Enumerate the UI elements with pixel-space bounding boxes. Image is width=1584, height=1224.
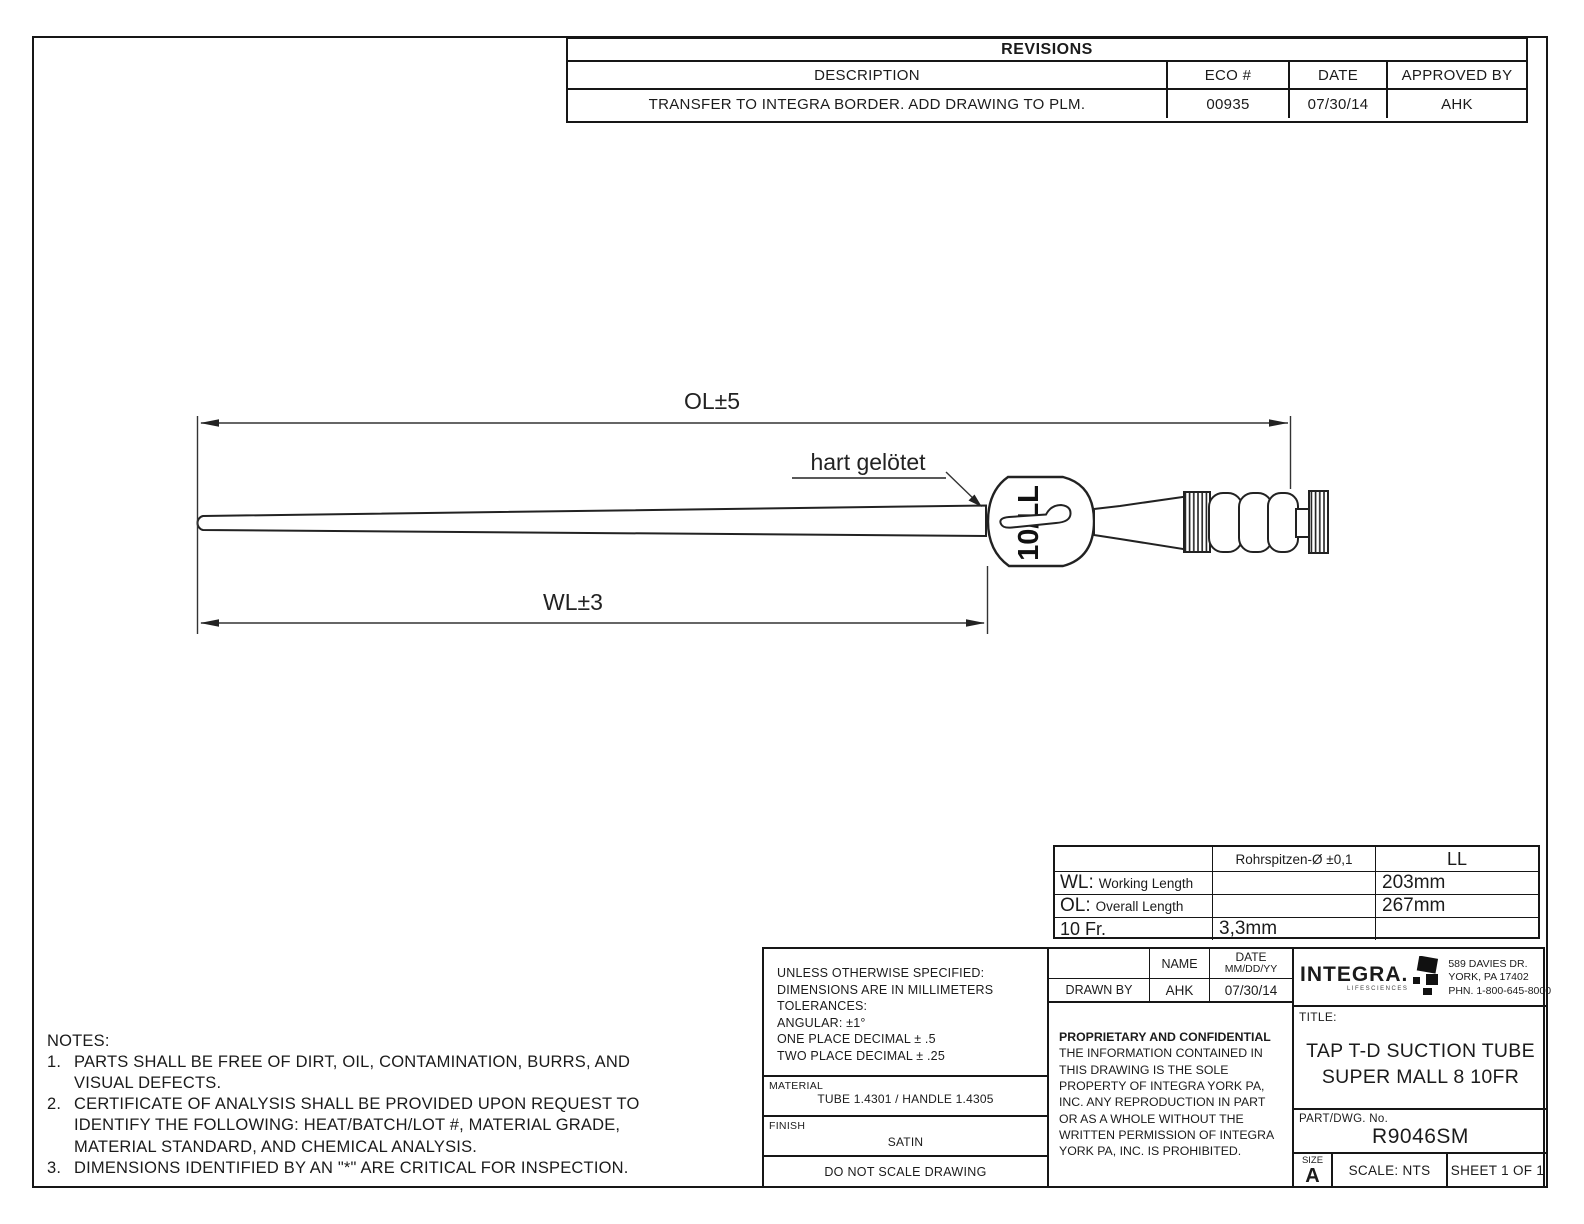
finish-value: SATIN — [887, 1135, 924, 1149]
spec-wl-label — [1055, 872, 1213, 894]
spec-ol-text: Overall Length — [1095, 898, 1184, 914]
drawing-title-line2: SUPER MALL 8 10FR — [1321, 1066, 1520, 1089]
size-scale-sheet-row — [1294, 1154, 1547, 1186]
integra-wordmark-subtext: LIFESCIENCES — [1346, 986, 1409, 992]
integra-logo — [1300, 964, 1408, 992]
title-block-left-column — [764, 949, 1049, 1186]
end-neck — [1296, 509, 1310, 537]
braze-callout-label: hart gelötet — [810, 449, 926, 475]
spec-ol-value: 267mm — [1382, 895, 1446, 916]
knurled-end-cap — [1309, 491, 1328, 553]
title-label: TITLE: — [1299, 1010, 1337, 1024]
part-number-label: PART/DWG. No. — [1299, 1113, 1389, 1125]
date-header — [1210, 949, 1292, 978]
note-text: DIMENSIONS IDENTIFIED BY AN "*" ARE CRITICAL FOR INSPECTION. — [74, 1158, 629, 1177]
revisions-header-description: DESCRIPTION — [568, 62, 1168, 88]
spec-header-blank — [1055, 847, 1213, 871]
spec-fr-abbr: 10 Fr. — [1060, 918, 1107, 939]
revision-eco: 00935 — [1168, 90, 1290, 118]
name-header: NAME — [1150, 949, 1210, 978]
spec-ol-abbr: OL: — [1060, 895, 1091, 916]
knurled-ring — [1184, 492, 1210, 552]
spec-wl-text: Working Length — [1098, 875, 1194, 891]
spec-table — [1053, 845, 1540, 939]
spec-wl-abbr: WL: — [1060, 872, 1094, 893]
spec-wl-dia — [1213, 872, 1376, 894]
ol-arrow-right — [1269, 419, 1288, 426]
tolerance-line: TWO PLACE DECIMAL ± .25 — [777, 1048, 945, 1063]
handle-bulb — [988, 477, 1094, 566]
sheet-cell: SHEET 1 OF 1 — [1450, 1162, 1545, 1178]
note-item — [47, 1158, 647, 1179]
handle-taper — [1094, 497, 1186, 550]
tolerance-line: ANGULAR: ±1° — [777, 1015, 866, 1030]
name-date-blank — [1049, 949, 1150, 978]
size-value: A — [1305, 1164, 1320, 1187]
finish-box — [764, 1117, 1047, 1157]
name-date-table — [1049, 949, 1292, 1003]
wl-arrow-right — [966, 619, 985, 626]
revision-description: TRANSFER TO INTEGRA BORDER. ADD DRAWING TO PLM. — [568, 90, 1168, 118]
spec-wl-value: 203mm — [1382, 872, 1446, 893]
size-cell — [1294, 1154, 1333, 1186]
name-date-header-row — [1049, 949, 1292, 979]
spec-row-wl — [1055, 872, 1538, 895]
drawn-by-name: AHK — [1150, 979, 1210, 1001]
address-line: YORK, PA 17402 — [1448, 971, 1529, 984]
note-text: CERTIFICATE OF ANALYSIS SHALL BE PROVIDED UPON REQUEST TO IDENTIFY THE FOLLOWING: HEAT/BATCH/LOT #, MATERIAL GRADE, MATERIAL STANDARD, AND CHEMICAL ANALYSIS. — [74, 1095, 640, 1156]
proprietary-title: PROPRIETARY AND CONFIDENTIAL — [1059, 1030, 1271, 1044]
do-not-scale-note: DO NOT SCALE DRAWING — [824, 1164, 987, 1179]
revision-approved: AHK — [1441, 95, 1473, 113]
note-number: 2. — [47, 1095, 62, 1114]
material-value: TUBE 1.4301 / HANDLE 1.4305 — [817, 1092, 994, 1106]
finish-label: FINISH — [769, 1120, 806, 1132]
company-logo-box — [1294, 949, 1552, 1007]
drawing-title-box — [1294, 1007, 1547, 1110]
spec-header-row — [1055, 847, 1538, 872]
ol-dimension-label: OL±5 — [683, 388, 741, 414]
company-address — [1448, 958, 1551, 999]
note-number: 3. — [47, 1158, 62, 1177]
integra-wordmark: INTEGRA. — [1300, 963, 1409, 986]
notes-section — [47, 1031, 647, 1179]
revision-date: 07/30/14 — [1290, 90, 1388, 118]
proprietary-notice — [1049, 1003, 1292, 1160]
spec-row-fr — [1055, 918, 1538, 940]
proprietary-text: THE INFORMATION CONTAINED IN THIS DRAWING IS THE SOLE PROPERTY OF INTEGRA YORK PA, INC. ANY REPRODUCTION IN PART OR AS A WHOLE WITHOUT THE WRITTEN PERMISSION OF INTEGRA YORK PA, INC. IS PROHIBITED. — [1059, 1046, 1274, 1159]
spec-fr-label — [1055, 918, 1213, 940]
revisions-title: REVISIONS — [568, 39, 1526, 62]
title-block-right-column — [1294, 949, 1552, 1187]
drawn-by-label: DRAWN BY — [1049, 979, 1150, 1001]
spec-row-ol — [1055, 895, 1538, 918]
revisions-header-date: DATE — [1290, 62, 1388, 88]
notes-heading: NOTES: — [47, 1032, 110, 1050]
drawn-by-date: 07/30/14 — [1224, 982, 1278, 998]
spec-header-diameter: Rohrspitzen-Ø ±0,1 — [1213, 847, 1376, 871]
address-line: PHN. 1-800-645-8000 — [1448, 984, 1552, 997]
date-format: MM/DD/YY — [1224, 963, 1278, 976]
material-label: MATERIAL — [769, 1080, 824, 1092]
note-item — [47, 1052, 647, 1094]
part-number-box — [1294, 1110, 1547, 1154]
drawing-title-line1: TAP T-D SUCTION TUBE — [1306, 1040, 1535, 1062]
tolerance-line: DIMENSIONS ARE IN MILLIMETERS — [777, 982, 994, 997]
tolerance-notes — [764, 949, 1047, 1077]
spec-header-size: LL — [1446, 848, 1468, 869]
title-block-middle-column — [1049, 949, 1294, 1186]
integra-logo-mark-icon — [1410, 956, 1442, 1000]
title-block — [762, 947, 1552, 1188]
tolerance-line: UNLESS OTHERWISE SPECIFIED: — [777, 966, 985, 980]
wl-dimension-label: WL±3 — [543, 589, 603, 615]
scale-cell: SCALE: NTS — [1333, 1154, 1448, 1186]
note-text: PARTS SHALL BE FREE OF DIRT, OIL, CONTAMINATION, BURRS, AND VISUAL DEFECTS. — [74, 1053, 631, 1093]
wl-arrow-left — [200, 619, 219, 626]
material-box — [764, 1077, 1047, 1117]
note-item — [47, 1094, 647, 1157]
drawn-by-row — [1049, 979, 1292, 1001]
spec-ol-dia — [1213, 895, 1376, 917]
date-header-word: DATE — [1235, 950, 1267, 965]
address-line: 589 DAVIES DR. — [1448, 957, 1528, 970]
revisions-header-approved: APPROVED BY — [1401, 66, 1513, 84]
spec-fr-dia: 3,3mm — [1213, 918, 1376, 940]
note-number: 1. — [47, 1053, 62, 1072]
size-label: SIZE — [1301, 1155, 1324, 1166]
tolerance-line: TOLERANCES: — [777, 999, 868, 1013]
grip-lobes — [1209, 493, 1298, 552]
spec-fr-value — [1376, 918, 1538, 940]
ol-arrow-left — [200, 419, 219, 426]
spec-ol-label — [1055, 895, 1213, 917]
revisions-header-eco: ECO # — [1168, 62, 1290, 88]
tube-shaft — [197, 506, 986, 537]
tolerance-line: ONE PLACE DECIMAL ± .5 — [777, 1032, 936, 1046]
part-number-value: R9046SM — [1372, 1125, 1469, 1148]
